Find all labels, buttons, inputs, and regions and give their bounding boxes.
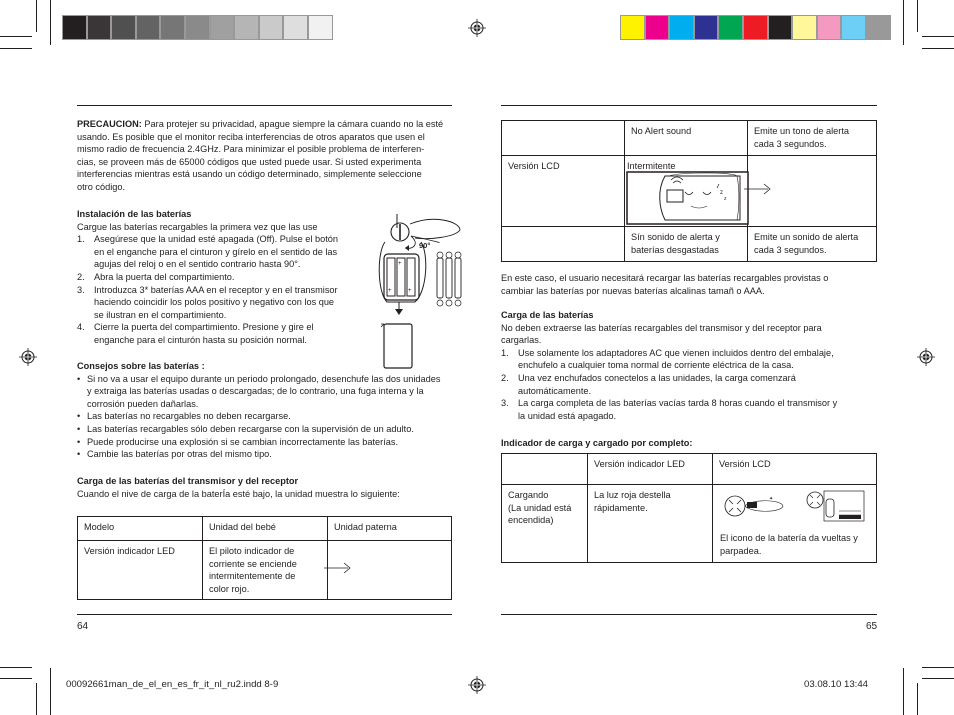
color-swatch [234, 15, 259, 40]
recharge-paragraph [501, 272, 881, 297]
grayscale-color-bar [62, 15, 333, 40]
list-item [501, 397, 881, 422]
precaution-label: PRECAUCION: [77, 119, 142, 129]
crop-mark [922, 36, 954, 37]
list-number: 1. [501, 347, 509, 358]
section-heading: Indicador de carga y cargado por completo: [501, 438, 693, 448]
text-line: en el enganche para el cinturon y gírelo en el sentido de las [94, 246, 338, 257]
color-swatch [841, 15, 866, 40]
list-number: 2. [77, 271, 85, 282]
text-line: y extraiga las baterías usadas o descargadas; de lo contrario, una fuga interna y la [87, 386, 424, 397]
table-cell [713, 485, 877, 563]
crop-mark [0, 36, 32, 37]
color-swatch [718, 15, 743, 40]
battery-charge-section [501, 309, 881, 422]
svg-text:+: + [408, 288, 412, 294]
table-cell [625, 227, 748, 262]
text-line: encendida) [508, 515, 554, 526]
list-number: 3. [77, 284, 85, 295]
text-line: • Las baterías no recargables no deben recargarse. [87, 411, 291, 422]
registration-mark-icon [468, 19, 486, 37]
color-swatch [87, 15, 112, 40]
list-number: 4. [77, 322, 85, 333]
list-number: 3. [501, 398, 509, 409]
crop-mark [36, 0, 37, 32]
color-swatch [283, 15, 308, 40]
table-cell [588, 485, 713, 563]
battery-low-table [77, 516, 452, 600]
charge-indicator-table [501, 453, 877, 563]
text-line: Intermitente [627, 161, 676, 171]
table-cell [748, 227, 877, 262]
page-number: 64 [77, 621, 89, 632]
text-line: automáticamente. [518, 385, 592, 396]
table-cell [502, 227, 625, 262]
text-line: Cargue las baterías recargables la primera vez que las use [77, 221, 318, 232]
crop-mark [50, 0, 51, 45]
text-line: • Las baterías recargables sólo deben recargarse con la supervisión de un adulto. [87, 423, 414, 434]
svg-text:+: + [398, 261, 402, 267]
text-line: corriente se enciende [209, 558, 297, 569]
charge-section [77, 475, 457, 500]
list-item [77, 410, 457, 423]
list-item [77, 373, 457, 411]
list-item [77, 233, 377, 271]
crop-mark [903, 0, 904, 45]
color-swatch [645, 15, 670, 40]
svg-text:+: + [388, 288, 392, 294]
text-line: La luz roja destella [594, 490, 671, 500]
crop-mark [922, 48, 954, 49]
list-item [77, 284, 377, 322]
crop-mark [36, 683, 37, 715]
svg-text:z: z [724, 196, 727, 202]
text-line: la unidad está apagado. [518, 410, 617, 421]
crop-mark [917, 0, 918, 32]
table-cell [748, 121, 877, 156]
text-line: Sín sonido de alerta y [631, 232, 720, 242]
table-header: Modelo [78, 517, 203, 541]
arrow-right-icon [744, 182, 776, 196]
color-swatch [669, 15, 694, 40]
color-swatch [210, 15, 235, 40]
text-line: • Si no va a usar el equipo durante un periodo prolongado, desenchufe las dos unidades [87, 373, 441, 384]
page-bottom-rule [77, 614, 452, 615]
color-swatch [136, 15, 161, 40]
text-line: No deben extraerse las baterías recargables del transmisor y del receptor para [501, 322, 822, 333]
text-line: Use solamente los adaptadores AC que vienen incluidos dentro del embalaje, [518, 347, 834, 358]
text-line: mismo radio de frecuencia 2.4GHz. Para minimizar el posible problema de interferen- [77, 144, 425, 155]
text-line: • Cambie las baterías por otras del mismo tipo. [87, 449, 272, 460]
table-cell: Versión LCD [502, 156, 625, 227]
battery-install-section [77, 208, 377, 347]
color-swatch [185, 15, 210, 40]
text-line: enganche para el cinturón hasta su posición normal. [94, 334, 307, 345]
page-bottom-rule [501, 614, 877, 615]
cmyk-color-bar [620, 15, 891, 40]
text-line: color rojo. [209, 583, 250, 594]
text-line: interferencias mientras está usando un código determinado, simplemente seleccione [77, 169, 422, 180]
text-line: El piloto indicador de [209, 546, 295, 556]
file-slug: 00092661man_de_el_en_es_fr_it_nl_ru2.indd 8-9 [66, 679, 279, 690]
color-swatch [866, 15, 891, 40]
list-item [77, 423, 457, 436]
list-item [77, 448, 457, 461]
section-heading: Carga de las baterías [501, 310, 594, 320]
list-number: 1. [77, 234, 85, 245]
text-line: cias, se proveen más de 65000 códigos que usted puede usar. Si usted experimenta [77, 156, 422, 167]
table-header: Unidad paterna [328, 517, 452, 541]
text-line: corrosión pueden dañarlas. [87, 398, 199, 409]
table-cell [328, 541, 452, 600]
battery-install-illustration [375, 212, 467, 372]
text-line: baterías desgastadas [631, 244, 719, 255]
text-line: cada 3 segundos. [754, 244, 827, 255]
page-top-rule [77, 105, 452, 106]
color-swatch [111, 15, 136, 40]
text-line: Introduzca 3* baterías AAA en el receptor y en el transmisor [94, 284, 338, 295]
section-heading: Carga de las baterías del transmisor y del receptor [77, 476, 299, 486]
text-line: La carga completa de las baterías vacías tarda 8 horas cuando el transmisor y [518, 398, 838, 409]
color-swatch [308, 15, 333, 40]
section-heading: Instalación de las baterías [77, 209, 192, 219]
text-line: agujas del reloj o en el sentido contrario hasta 90°. [94, 259, 301, 270]
color-swatch [743, 15, 768, 40]
text-line: Cuando el nive de carga de la baterÍa esté bajo, la unidad muestra lo siguiente: [77, 488, 400, 499]
svg-text:✦: ✦ [769, 496, 774, 502]
registration-mark-icon [917, 348, 935, 366]
table-header: Versión LCD [713, 454, 877, 485]
text-line: enchufelo a cualquier toma normal de corriente eléctrica de la casa. [518, 360, 794, 371]
color-swatch [817, 15, 842, 40]
crop-mark [922, 667, 954, 668]
text-line: se ilustran en el compartimiento. [94, 309, 227, 320]
text-line: Emite un tono de alerta [754, 126, 849, 136]
list-item [501, 372, 881, 397]
list-item [77, 271, 377, 284]
text-line: cada 3 segundos. [754, 138, 827, 149]
table-header: Unidad del bebé [203, 517, 328, 541]
lcd-charging-icons [721, 489, 869, 523]
crop-mark [50, 668, 51, 715]
color-swatch [792, 15, 817, 40]
text-line: Emite un sonido de alerta [754, 232, 859, 242]
table-cell [502, 454, 588, 485]
table-cell [625, 156, 748, 227]
list-item [501, 347, 881, 372]
rotation-angle-label: 90° [419, 241, 431, 250]
crop-mark [0, 48, 32, 49]
color-swatch [768, 15, 793, 40]
table-header: Versión indicador LED [588, 454, 713, 485]
text-line: El icono de la batería da vueltas y [720, 533, 858, 543]
table-cell [203, 541, 328, 600]
lcd-battery-low-display [625, 170, 750, 226]
text-line: En este caso, el usuario necesitará recargar las baterías recargables provistas o [501, 273, 829, 283]
table-cell: No Alert sound [625, 121, 748, 156]
precaution-paragraph [77, 118, 457, 194]
color-swatch [62, 15, 87, 40]
text-line: parpadea. [720, 545, 762, 556]
alert-table [501, 120, 877, 262]
text-line: intermitentemente de [209, 571, 296, 582]
crop-mark [0, 667, 32, 668]
list-item [77, 436, 457, 449]
text-line: Una vez enchufados conectelos a las unidades, la carga comenzará [518, 372, 796, 383]
crop-mark [0, 678, 32, 679]
text-line: • Puede producirse una explosión si se cambian incorrectamente las baterías. [87, 436, 399, 447]
text-line: (La unidad está [508, 502, 572, 513]
arrow-right-icon [324, 561, 356, 575]
text-line: Para protejer su privacidad, apague siempre la cámara cuando no la esté [144, 119, 444, 129]
list-item [77, 321, 377, 346]
text-line: otro código. [77, 181, 126, 192]
text-line: usando. Es posible que el monitor reciba interferencias de otros aparatos que usen el [77, 131, 425, 142]
date-slug: 03.08.10 13:44 [804, 679, 869, 690]
registration-mark-icon [19, 348, 37, 366]
table-cell [502, 121, 625, 156]
text-line: Cierre la puerta del compartimiento. Presione y gire el [94, 322, 314, 333]
page-top-rule [501, 105, 877, 106]
color-swatch [620, 15, 645, 40]
table-cell [748, 156, 877, 227]
battery-tips-section [77, 360, 457, 461]
crop-mark [917, 683, 918, 715]
color-swatch [160, 15, 185, 40]
text-line: cambiar las baterías por nuevas baterías alcalinas tamañ o AAA. [501, 285, 765, 296]
crop-mark [922, 678, 954, 679]
text-line: cargarlas. [501, 335, 542, 346]
table-cell: Versión indicador LED [78, 541, 203, 600]
section-heading: Consejos sobre las baterías : [77, 361, 205, 371]
text-line: Cargando [508, 490, 549, 500]
registration-mark-icon [468, 676, 486, 694]
text-line: Abra la puerta del compartimiento. [94, 271, 235, 282]
text-line: rápidamente. [594, 502, 648, 513]
page-number: 65 [866, 621, 878, 632]
color-swatch [259, 15, 284, 40]
color-swatch [694, 15, 719, 40]
text-line: haciendo coincidir los polos positivo y negativo con los que [94, 297, 335, 308]
text-line: Asegúrese que la unidad esté apagada (Off). Pulse el botón [94, 234, 338, 245]
table-cell [502, 485, 588, 563]
list-number: 2. [501, 372, 509, 383]
crop-mark [903, 668, 904, 715]
svg-text:z: z [720, 190, 723, 196]
